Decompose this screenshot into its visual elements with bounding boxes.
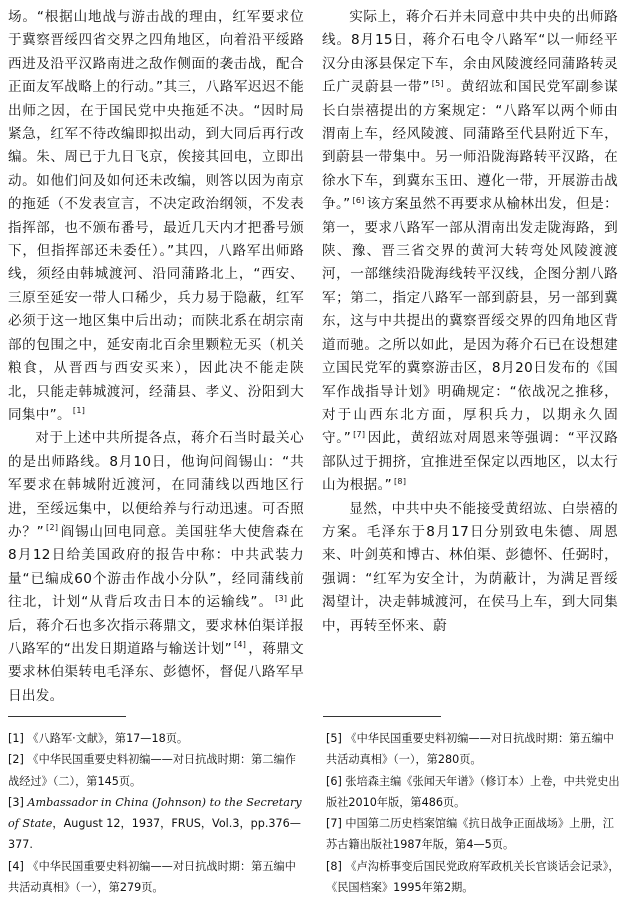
footnote: [6] 张培森主编《张闻天年谱》（修订本）上卷，中共党史出版社2010年版，第486页。 bbox=[326, 774, 620, 809]
paragraph: 场。“根据山地战与游击战的理由，红军要求位于冀察晋绥四省交界之四角地区，向着沿平绥路西进及沿平汉路南进之敌作侧面的袭击战，配合正面友军战略上的行动。”其三，八路军迟迟不能出师之因，在于国民党中央拖延不决。“因时局紧急，红军不待改编即拟出动，到大同后再行改编。朱、周已于九日飞京，俟接其回电，立即出动。如他们问及如何还未改编，则答以因为南京的拖延（不发表宣言，不决定政治纲领，不发表指挥部，也不颁布番号，最近几天内才把番号颁下，但指挥部还未委任）。”其四，八路军出师路线，须经由韩城渡河、沿同蒲路北上，“西安、三原至延安一带人口稀少，兵力易于隐蔽，红军必须于这一地区集中后出动；而陕北系在胡宗南部的包围之中，延安南北百余里颗粒无买（机关粮食，从晋西与西安买来），因此决不能走陕北，只能走韩城渡河，经蒲县、孝义、汾阳到大同集中”。 [1] bbox=[8, 9, 304, 423]
footnote-ref: [6] bbox=[352, 195, 365, 205]
footnote: [2] 《中华民国重要史料初编——对日抗战时期：第二编作战经过》（二），第145页。 bbox=[8, 753, 296, 788]
footnote: [5] 《中华民国重要史料初编——对日抗战时期：第五编中共活动真相》（一），第280页。 bbox=[326, 732, 614, 767]
footnote: [8] 《卢沟桥事变后国民党政府军政机关长官谈话会记录》，《民国档案》1995年第2期。 bbox=[326, 859, 620, 895]
footnotes-left bbox=[8, 728, 304, 898]
paragraph: 实际上，蒋介石并未同意中共中央的出师路线。8月15日，蒋介石电令八路军“以一师经平汉分由涿县保定下车，余由风陵渡经同蒲路转灵丘广灵蔚县一带” [5] 。黄绍竑和国民党军副参谋长白崇禧提出的方案规定：“八路军以两个师由渭南上车，经风陵渡、同蒲路至代县附近下车，到蔚县一带集中。另一师沿陇海路转平汉路，在徐水下车，到冀东玉田、遵化一带，开展游击战争。” [6] 该方案虽然不再要求从榆林出发，但是：第一，要求八路军一部从渭南出发走陇海路，到陕、豫、晋三省交界的黄河大转弯处风陵渡渡河，一部继续沿陇海线转平汉线，企图分割八路军；第二，指定八路军一部到蔚县，另一部到冀东，这与中共提出的冀察晋绥交界的四角地区背道而驰。之所以如此，是因为蒋介石已在设想建立国民党军的冀察游击区，8月20日发布的《国军作战指导计划》明确规定：“依战况之推移，对于山西东北方面，厚积兵力，以期永久固守。” [7] 因此，黄绍竑对周恩来等强调：“平汉路部队过于拥挤，宜推进至保定以西地区，以太行山为根据。” [8] bbox=[322, 9, 618, 494]
footnote: [3] Ambassador in China (Johnson) to the Secretary of State，August 12，1937，FRUS，Vol.3，pp.376—377. bbox=[8, 795, 302, 852]
footnotes-right bbox=[326, 728, 622, 898]
footnote-ref: [8] bbox=[394, 476, 407, 486]
right-text-column bbox=[322, 6, 618, 638]
footnote-ref: [4] bbox=[233, 640, 247, 650]
footnote: [1] 《八路军·文献》，第17—18页。 bbox=[8, 732, 189, 745]
left-text-column bbox=[8, 6, 304, 708]
footnote-ref: [2] bbox=[46, 523, 59, 533]
footnote-divider bbox=[323, 716, 441, 717]
footnote-ref: [7] bbox=[353, 429, 366, 439]
footnote: [4] 《中华民国重要史料初编——对日抗战时期：第五编中共活动真相》（一），第279页。 bbox=[8, 859, 296, 895]
footnote-ref: [1] bbox=[72, 406, 86, 416]
paragraph: 显然，中共中央不能接受黄绍竑、白崇禧的方案。毛泽东于8月17日分别致电朱德、周恩来、叶剑英和博古、林伯渠、彭德怀、任弼时，强调：“红军为安全计，为荫蔽计，为满足晋绥渴望计，决走韩城渡河，在侯马上车，到大同集中，再转至怀来、蔚 bbox=[322, 500, 618, 634]
footnote-ref: [5] bbox=[431, 78, 444, 88]
footnote-divider bbox=[8, 716, 126, 717]
footnote: [7] 中国第二历史档案馆编《抗日战争正面战场》上册，江苏古籍出版社1987年版，第4—5页。 bbox=[326, 817, 614, 852]
footnote-ref: [3] bbox=[275, 593, 288, 603]
paragraph: 对于上述中共所提各点，蒋介石当时最关心的是出师路线。8月10日，他询问阎锡山：“共军要求在韩城附近渡河，在同蒲线以西地区行进，至绥远集中，以便给养与行动迅速。可否照办？” [2] 阎锡山回电同意。美国驻华大使詹森在8月12日给美国政府的报告中称：中共武装力量“已编成60个游击作战小分队”，经同蒲线前往北，计划“从背后攻击日本的运输线”。 [3] 此后，蒋介石也多次指示蒋鼎文，要求林伯渠详报八路军的“出发日期道路与输送计划” [4] ，蒋鼎文要求林伯渠转电毛泽东、彭德怀，督促八路军早日出发。 bbox=[8, 430, 304, 704]
